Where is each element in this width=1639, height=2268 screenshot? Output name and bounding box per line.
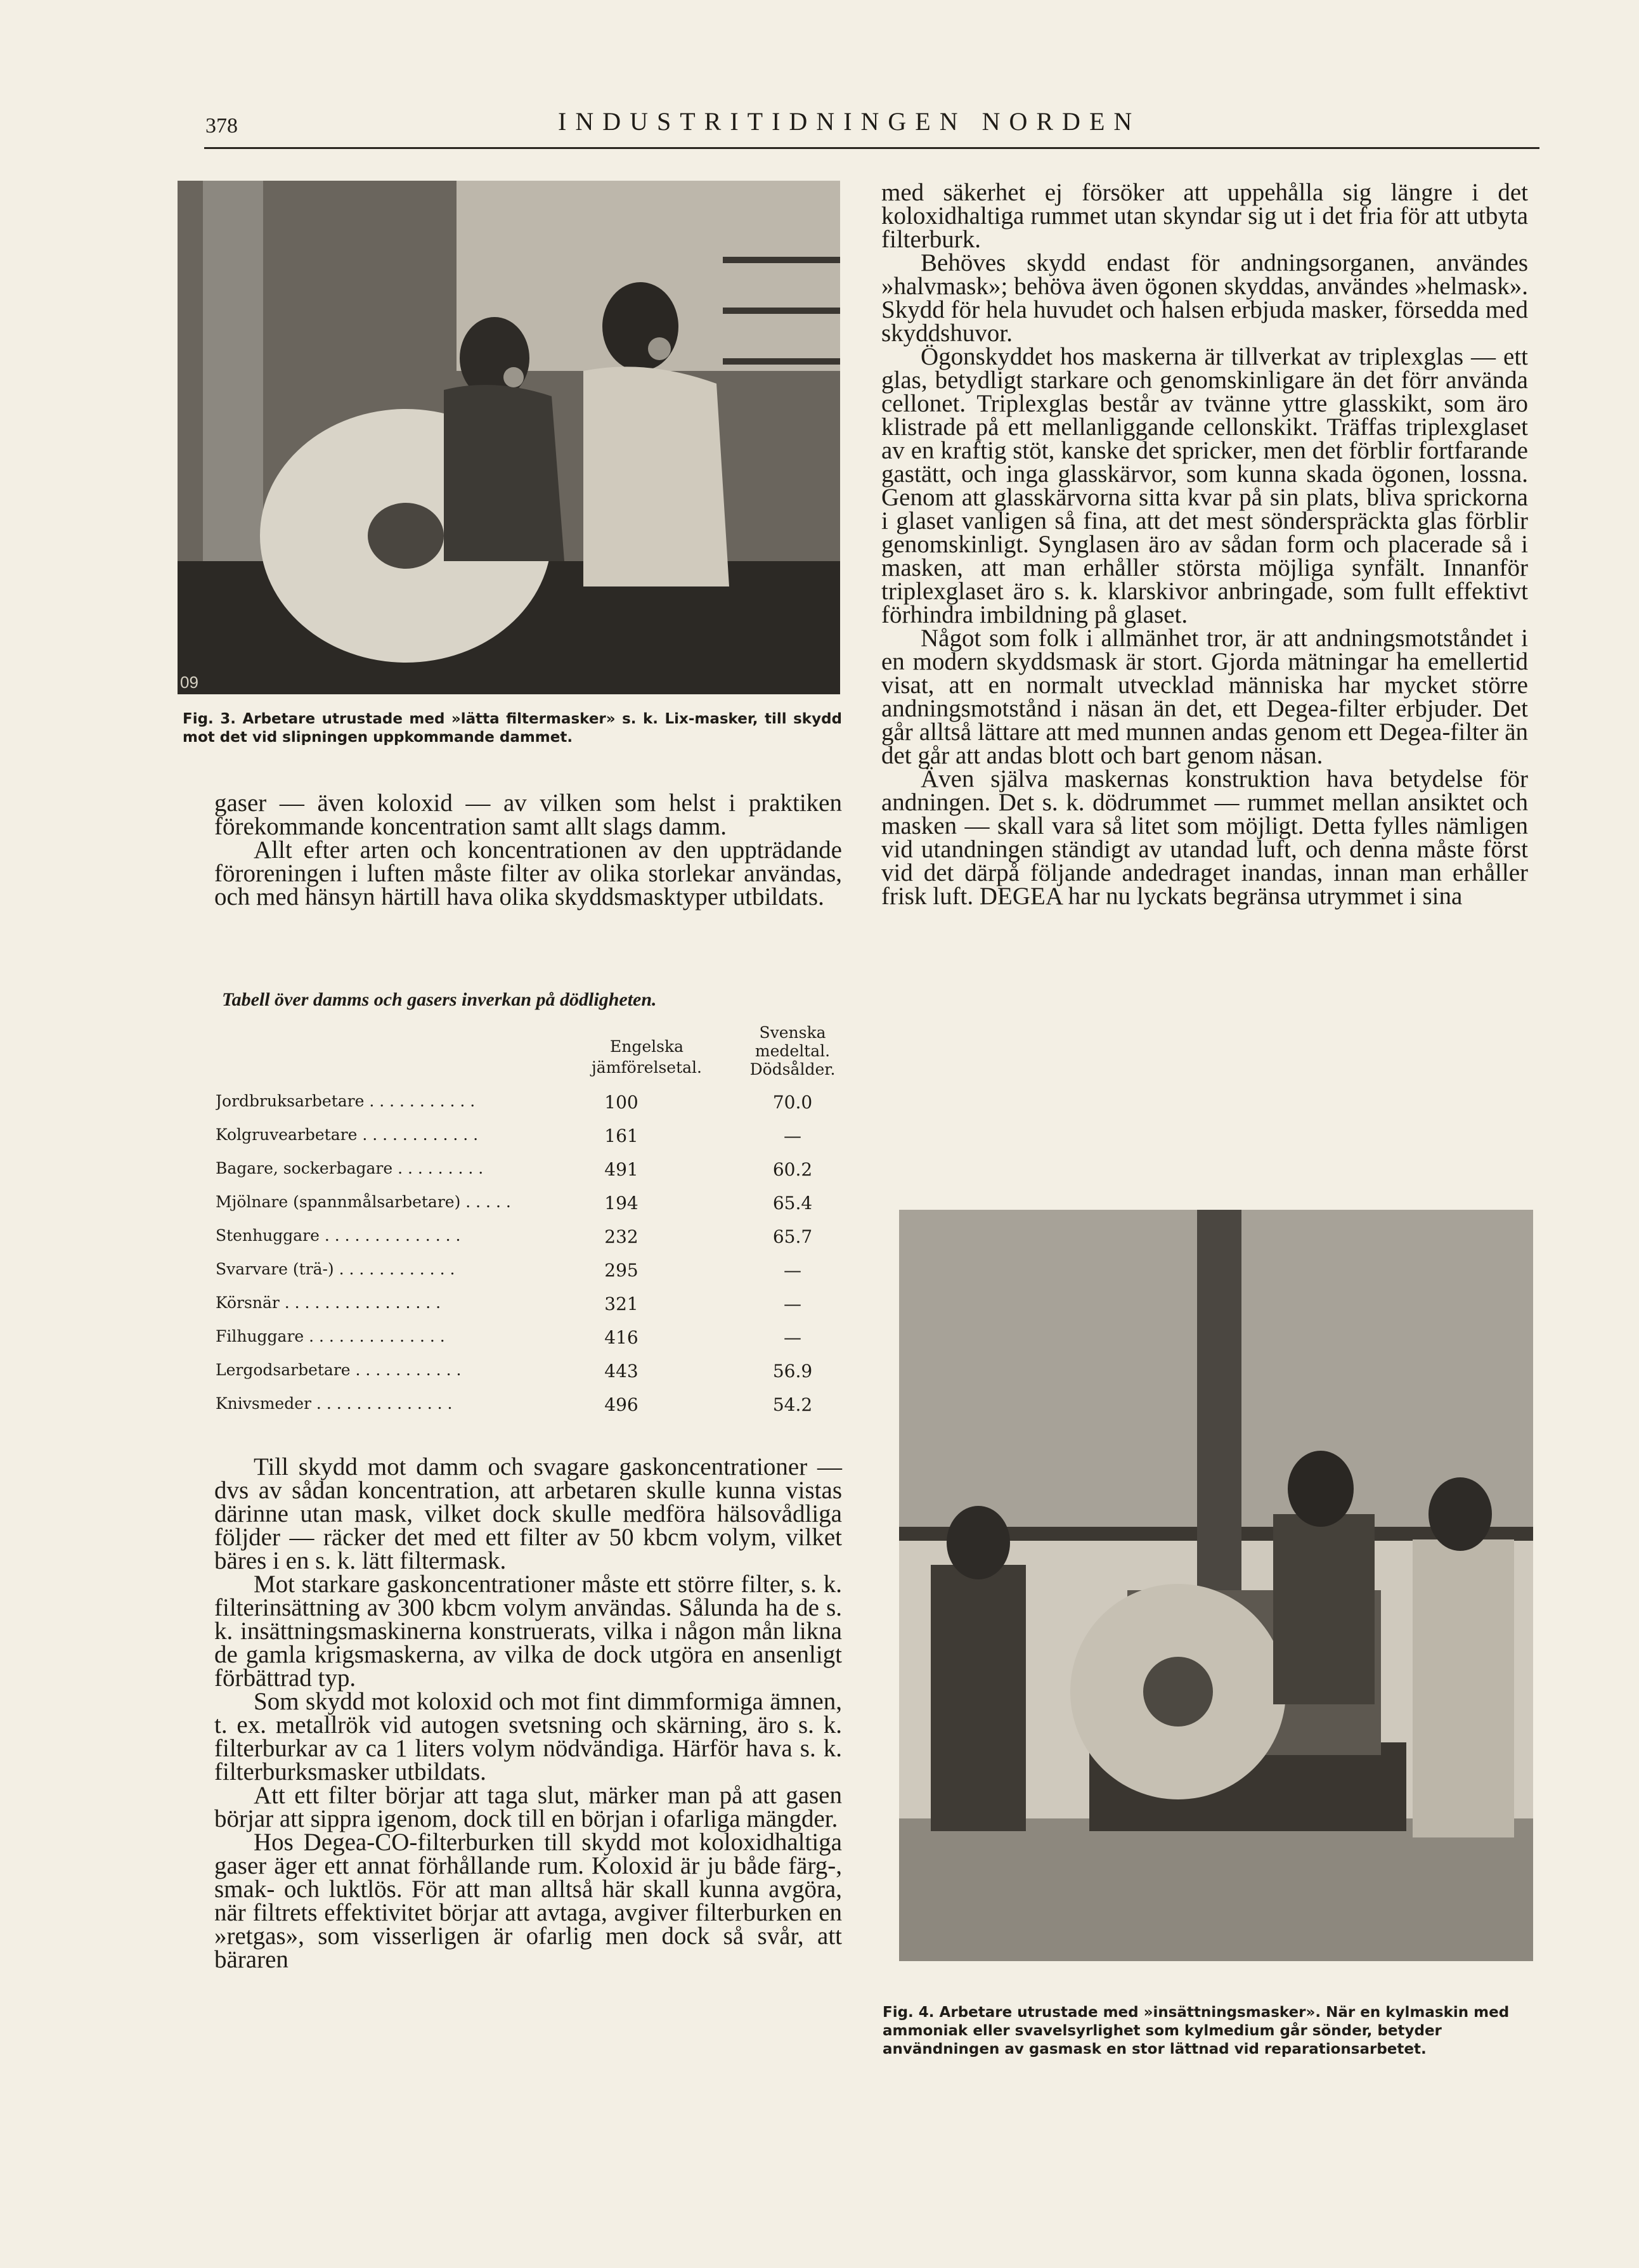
- page-number: 378: [205, 114, 238, 138]
- swedish-value-cell: 65.4: [772, 1193, 813, 1214]
- table-row: [216, 1319, 846, 1353]
- paragraph: Även själva maskernas konstruktion hava betydelse för andningen. Det s. k. dödrummet — rummet mellan ansiktet och masken — skall vara så litet som möjligt. Detta fylles nämligen vid utandningen ständigt av utandad luft, och denna måste först vid det därpå följande andedraget inandas, innan man erhåller frisk luft. DEGEA har nu lyckats begränsa utrymmet i sina: [881, 765, 1528, 910]
- table-row: [216, 1219, 846, 1252]
- flywheel-hub: [1143, 1657, 1213, 1727]
- paragraph: Ögonskyddet hos maskerna är tillverkat av triplexglas — ett glas, betydligt starkare och genomskinligare än det förr använda cellonet. Triplexglas består av tvänne yttre glasskikt, som äro klistrade på ett mellanliggande cellonskikt. Träffas triplexglaset av en kraftig stöt, kanske det spricker, men det förblir fortfarande gastätt, och inga glasskärvor, som kunna skada ögonen, lossna. Genom att glasskärvorna sitta kvar på sin plats, bliva sprickorna i glaset vanligen så fina, att det mest sönderspräckta glas förblir genomskinligt. Synglasen äro av sådan form och placerade så i masken, att man erhåller största möjliga synfält. Innanför triplexglaset äro s. k. klarskivor anbringade, som fullt effektivt förhindra imbildning på glaset.: [881, 343, 1528, 628]
- worker-right-head: [1428, 1477, 1492, 1551]
- right-text-block: [881, 181, 1528, 908]
- table-row: [216, 1185, 846, 1219]
- figure-3-photo: [178, 181, 840, 694]
- swedish-value-cell: —: [784, 1293, 801, 1314]
- worker-left: [931, 1565, 1026, 1831]
- figure-4-caption: Fig. 4. Arbetare utrustade med »insättningsmasker». När en kylmaskin med ammoniak eller svavelsyrlighet som kylmedium går sönder, betyder användningen av gasmask en stor lättnad vid reparationsarbetet.: [883, 2004, 1510, 2057]
- shelf-3: [723, 358, 840, 365]
- occupation-cell: Kolgruvearbetare . . . . . . . . . . . .: [216, 1125, 479, 1144]
- figure-3-caption: Fig. 3. Arbetare utrustade med »lätta filtermasker» s. k. Lix-masker, till skydd mot det vid slipningen uppkommande dammet.: [183, 711, 842, 746]
- left-text-block-2: [214, 1455, 842, 1971]
- paragraph: Till skydd mot damm och svagare gaskoncentrationer — dvs av sådan koncentration, att arbetaren skulle kunna vistas därinne utan mask, vilket dock skulle medföra hälsovådliga följder — räcker det med ett filter av 50 kbcm volym, vilket bäres i en s. k. lätt filtermask.: [214, 1453, 842, 1574]
- photo-corner-mark: 09: [180, 673, 198, 692]
- table-title: Tabell över damms och gasers inverkan på dödligheten.: [222, 989, 657, 1010]
- paragraph: Som skydd mot koloxid och mot fint dimmformiga ämnen, t. ex. metallrök vid autogen svetsning och skärning, äro s. k. filterburkar av ca 1 liters volym nödvändiga. Härför hava s. k. filterburksmasker utbildats.: [214, 1688, 842, 1785]
- table-row: [216, 1252, 846, 1286]
- table-row: [216, 1286, 846, 1319]
- english-value-cell: 161: [604, 1125, 638, 1146]
- worker-right: [1413, 1539, 1514, 1837]
- swedish-value-cell: 70.0: [772, 1092, 813, 1113]
- english-value-cell: 100: [604, 1092, 638, 1113]
- english-value-cell: 232: [604, 1226, 638, 1247]
- swedish-value-cell: 65.7: [772, 1226, 813, 1247]
- paragraph: Hos Degea-CO-filterburken till skydd mot koloxidhaltiga gaser äger ett annat förhållande rum. Koloxid är ju både färg-, smak- och luktlös. För att man alltså här skall kunna avgöra, när filtrets effektivitet börjar att avtaga, avgiver filterburken en »retgas», som visserligen är ofarlig men dock så svår, att bäraren: [214, 1829, 842, 1973]
- worker-center-head: [1288, 1451, 1354, 1527]
- occupation-cell: Bagare, sockerbagare . . . . . . . . .: [216, 1159, 484, 1177]
- occupation-cell: Svarvare (trä-) . . . . . . . . . . . .: [216, 1260, 455, 1278]
- english-value-cell: 491: [604, 1159, 638, 1180]
- english-value-cell: 496: [604, 1394, 638, 1415]
- header-rule: [204, 147, 1539, 149]
- paragraph: Mot starkare gaskoncentrationer måste ett större filter, s. k. filterinsättning av 300 kbcm volym användas. Sålunda ha de s. k. insättningsmaskinerna konstruerats, vilka i någon mån likna de gamla krigsmaskerna, av vilka de dock utgöra en ansenligt förbättrad typ.: [214, 1571, 842, 1692]
- swedish-value-cell: 60.2: [772, 1159, 813, 1180]
- table-row: [216, 1118, 846, 1151]
- wheel-hub: [368, 503, 444, 569]
- tile-floor: [899, 1818, 1533, 1961]
- worker-1-body: [444, 385, 564, 561]
- figure-3-illustration: [178, 181, 840, 694]
- swedish-value-cell: —: [784, 1327, 801, 1348]
- english-value-cell: 416: [604, 1327, 638, 1348]
- paragraph: Att ett filter börjar att taga slut, märker man på att gasen börjar att sippra igenom, dock till en början i ofarliga mängder.: [214, 1782, 842, 1832]
- paragraph: Något som folk i allmänhet tror, är att andningsmotståndet i en modern skyddsmask är stort. Gjorda mätningar ha emellertid visat, att en normalt utvecklad människa har mycket större andningsmotstånd i näsan än det, ett Degea-filter erbjuder. Det går alltså lättare att med munnen andas genom ett Degea-filter än det går att andas blott och bart genom näsan.: [881, 625, 1528, 769]
- column-header-english: Engelska jämförelsetal.: [592, 1037, 702, 1077]
- table-row: [216, 1353, 846, 1387]
- filter-mask-1: [503, 367, 524, 387]
- occupation-cell: Körsnär . . . . . . . . . . . . . . . .: [216, 1293, 441, 1312]
- paragraph: Behöves skydd endast för andningsorganen, användes »halvmask»; behöva även ögonen skyddas, användes »helmask». Skydd för hela huvudet och halsen erbjuda masker, försedda med skyddshuvor.: [881, 249, 1528, 347]
- filter-mask-2: [648, 337, 671, 360]
- shelf-1: [723, 257, 840, 263]
- occupation-cell: Jordbruksarbetare . . . . . . . . . . .: [216, 1092, 476, 1110]
- swedish-value-cell: 54.2: [772, 1394, 813, 1415]
- english-value-cell: 194: [604, 1193, 638, 1214]
- occupation-cell: Mjölnare (spannmålsarbetare) . . . . .: [216, 1193, 511, 1211]
- table-row: [216, 1151, 846, 1185]
- worker-center: [1273, 1514, 1375, 1704]
- table-row: [216, 1084, 846, 1118]
- worker-2-body: [583, 366, 729, 586]
- left-text-block-1: [214, 791, 842, 909]
- worker-left-head: [947, 1506, 1010, 1579]
- occupation-cell: Lergodsarbetare . . . . . . . . . . .: [216, 1361, 462, 1379]
- figure-4-photo: [899, 1210, 1533, 1961]
- swedish-value-cell: —: [784, 1125, 801, 1146]
- swedish-value-cell: —: [784, 1260, 801, 1281]
- occupation-cell: Stenhuggare . . . . . . . . . . . . . .: [216, 1226, 461, 1245]
- english-value-cell: 443: [604, 1361, 638, 1382]
- column-header-swedish: Svenska medeltal. Dödsålder.: [749, 1023, 836, 1079]
- english-value-cell: 295: [604, 1260, 638, 1281]
- paragraph: med säkerhet ej försöker att uppehålla sig längre i det koloxidhaltiga rummet utan skyndar sig ut i det fria för att utbyta filterburk.: [881, 179, 1528, 253]
- table-header: [216, 1022, 846, 1084]
- worker-2-head: [602, 282, 678, 371]
- paragraph: gaser — även koloxid — av vilken som helst i praktiken förekommande koncentration samt allt slags damm.: [214, 789, 842, 840]
- figure-4-illustration: [899, 1210, 1533, 1961]
- running-head: INDUSTRITIDNINGEN NORDEN: [558, 107, 1141, 136]
- paragraph: Allt efter arten och koncentrationen av den uppträdande föroreningen i luften måste filter av olika storlekar användas, och med hänsyn härtill hava olika skyddsmasktyper utbildats.: [214, 836, 842, 910]
- english-value-cell: 321: [604, 1293, 638, 1314]
- occupation-cell: Knivsmeder . . . . . . . . . . . . . .: [216, 1394, 453, 1413]
- mortality-table: [216, 1022, 846, 1420]
- occupation-cell: Filhuggare . . . . . . . . . . . . . .: [216, 1327, 445, 1345]
- swedish-value-cell: 56.9: [772, 1361, 813, 1382]
- shelf-2: [723, 308, 840, 314]
- table-row: [216, 1387, 846, 1420]
